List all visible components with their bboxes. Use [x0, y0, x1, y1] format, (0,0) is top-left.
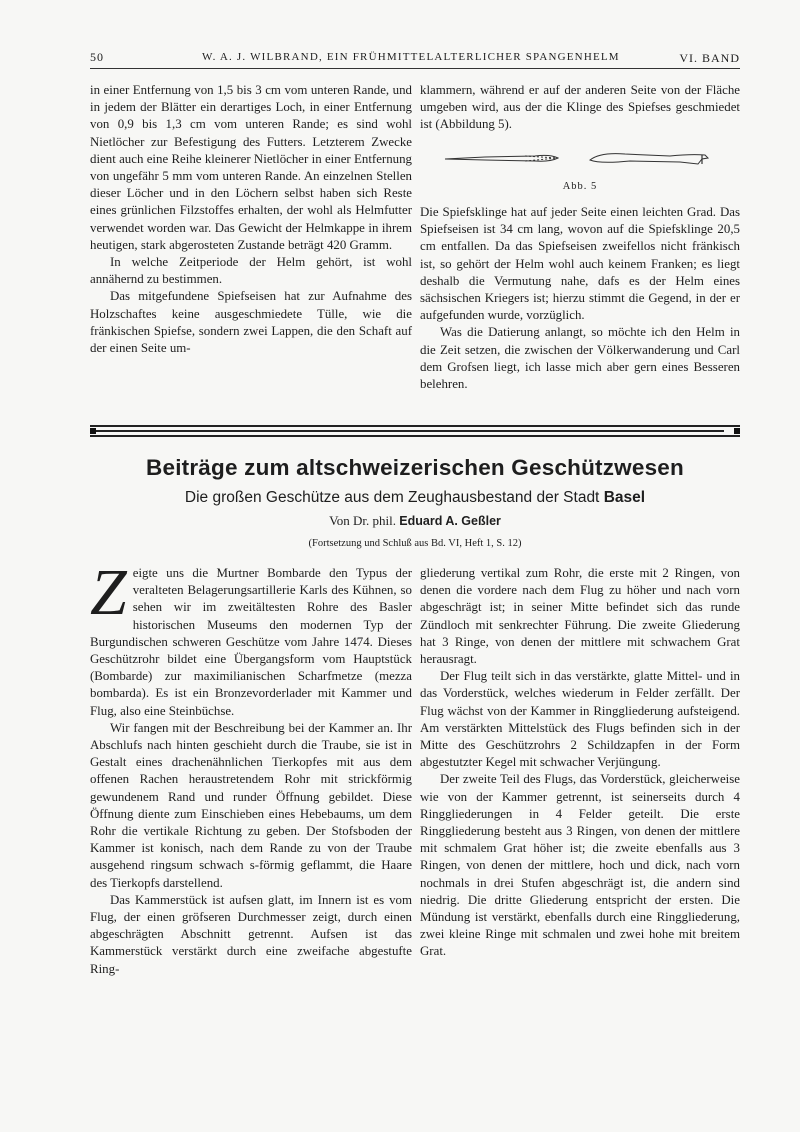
article-column-1: [90, 556, 412, 978]
figure-caption: Abb. 5: [562, 181, 598, 192]
paragraph: Der Flug teilt sich in das verstärkte, glatte Mittel- und in das Vorderstück, welches wiederum in Felder zerfällt. Der Flug wächst von der Kammer in Ringgliederung aufsteigend. Am verstärkten Mittelstück des Flugs befinden sich in der Mitte des Geschützrohrs 2 Schildzapfen in der Form abgestutzter Kegel mit schwacher Verjüngung.: [420, 669, 740, 770]
paragraph: Wir fangen mit der Beschreibung bei der Kammer an. Ihr Abschlufs nach hinten geschieht durch die Traube, sie ist in Gestalt eines drachenähnlichen Tierkopfes mit aus dem offenen Rachen heraustretendem Rohr mit strickförmig gewundenem Rand und runder Öffnung gebildet. Diese Öffnung diente zum Einschieben eines Hebebaums, um dem Rohr die vertikale Richtung zu geben. Der Stofsboden der Kammer ist konisch, nach dem Rande zu von der Traube ausgehend ringsum schwach s-förmig geflammt, die Haare des Tierkopfs darstellend.: [90, 720, 412, 890]
spearhead-figure: [440, 144, 740, 174]
running-head-title: W. A. J. WILBRAND, EIN FRÜHMITTELALTERLICHER SPANGENHELM: [202, 51, 620, 63]
prev-article-column-1: [90, 82, 412, 357]
author-name: Eduard A. Geßler: [399, 514, 501, 528]
drop-cap: Z: [90, 556, 127, 629]
page-number: 50: [90, 50, 104, 64]
paragraph: Der zweite Teil des Flugs, das Vorderstück, gleicherweise wie von der Kammer getrennt, ist seinerseits durch 4 Ringgliederungen in 4 Felder geteilt. Die erste Ringgliederung besteht aus 3 Ringen, von denen der mittlere mit schmalem Grat höher ist; die zweite ebenfalls aus 3 Ringen, von denen der mittlere, hoch und dick, nach vorn nochmals in drei Stufen abgeschrägt ist, die andern sind niedrig. Die dritte Gliederung entspricht der ersten. Die Mündung ist verstärkt, ebenfalls durch eine Ringgliederung, zwei kleine Ringe mit schmalen und zwei hohe mit breitem Grat.: [420, 772, 740, 959]
header-rule: [90, 68, 740, 69]
paragraph: In welche Zeitperiode der Helm gehört, ist wohl annähernd zu bestimmen.: [90, 255, 412, 287]
paragraph: Das Kammerstück ist aufsen glatt, im Innern ist es vom Flug, der einen gröfseren Durchmesser zeigt, durch einen abgeschrägten Abschnitt getrennt. Aufsen ist das Kammerstück verstärkt durch eine zweifache abgestufte Ring-: [90, 892, 412, 976]
article-subtitle: [90, 489, 740, 507]
paragraph: in einer Entfernung von 1,5 bis 3 cm vom unteren Rande, und in jedem der Blätter ein derartiges Loch, in einer Entfernung von 0,9 bis 1,3 cm vom unteren Rande; es sind wohl Nietlöcher zur Befestigung des Futters. Letzterem Zwecke dient auch eine Reihe kleinerer Nietlöcher in einer Entfernung von ungefähr 5 mm vom unteren Rande. An einzelnen Stellen dieser Löcher und in den Löchern selbst haben sich Reste eines grünlichen Filzstoffes erhalten, der wohl als Helmfutter verwendet worden war. Das Gewicht der Helmkappe in ihrem heutigen, stark abgerosteten Zustande beträgt 420 Gramm.: [90, 83, 412, 252]
article-byline: [90, 513, 740, 529]
paragraph: Das mitgefundene Spiefseisen hat zur Aufnahme des Holzschaftes keine ausgeschmiedete Tülle, wie die fränkischen Spiefse, sondern zwei Lappen, die den Schaft auf der einen Seite um-: [90, 289, 412, 356]
paragraph: Die Spiefsklinge hat auf jeder Seite einen leichten Grad. Das Spiefseisen ist 34 cm lang, wovon auf die Spiefsklinge 20,5 cm entfallen. Da das Spiefseisen zweifellos nicht fränkisch ist, so gehört der Helm wohl auch keinem Franken; es liegt deshalb die Vermutung nahe, dafs es der Helm eines sächsischen Kriegers ist; hierzu stimmt die Gegend, in der er aufgefunden wurde, vorzüglich.: [420, 205, 740, 323]
article-column-2: [420, 565, 740, 961]
continuation-note: (Fortsetzung und Schluß aus Bd. VI, Heft 1, S. 12): [308, 538, 522, 549]
paragraph: [90, 556, 412, 720]
subtitle-bold: Basel: [603, 489, 646, 506]
paragraph: Was die Datierung anlangt, so möchte ich den Helm in die Zeit setzen, die zwischen der Völkerwanderung und Carl dem Grofsen liegt, ich lasse mich aber gern eines Besseren belehren.: [420, 325, 740, 392]
paragraph: gliederung vertikal zum Rohr, die erste mit 2 Ringen, von denen die vordere nach dem Flug zu höher und nach vorn abgeschrägt ist; in seiner Mitte befindet sich das runde Zündloch mit senkrechter Führung. Die zweite Gliederung hat 3 Ringe, von denen der mittlere mit schwachem Grat herausragt.: [420, 566, 740, 667]
author-prefix: Von Dr. phil.: [329, 513, 397, 528]
article-title: Beiträge zum altschweizerischen Geschützwesen: [146, 455, 684, 480]
volume-label: VI. BAND: [679, 51, 740, 65]
paragraph-text: eigte uns die Murtner Bombarde den Typus der veralteten Belagerungsartillerie Karls des Kühnen, so sehen wir im zweitältesten Rohre des Basler historischen Museums den modernen Typ der Burgundischen schweren Geschütze vom Jahre 1474. Dieses Geschützrohr bildet eine Übergangsform vom Hauptstück (Bombarde) zur maximilianischen Scharfmetze (mezza bombarda). Es ist ein Bronzevorderlader mit Kammer und Flug, also eine Steinbüchse.: [90, 566, 412, 718]
subtitle-text: Die großen Geschütze aus dem Zeughausbestand der Stadt: [184, 489, 600, 506]
paragraph: klammern, während er auf der anderen Seite von der Fläche umgeben wird, aus der die Klinge des Spiefses geschmiedet ist (Abbildung 5).: [420, 83, 740, 132]
prev-article-column-2-bottom: [420, 204, 740, 393]
prev-article-column-2-top: [420, 82, 740, 134]
section-divider: [90, 425, 740, 437]
